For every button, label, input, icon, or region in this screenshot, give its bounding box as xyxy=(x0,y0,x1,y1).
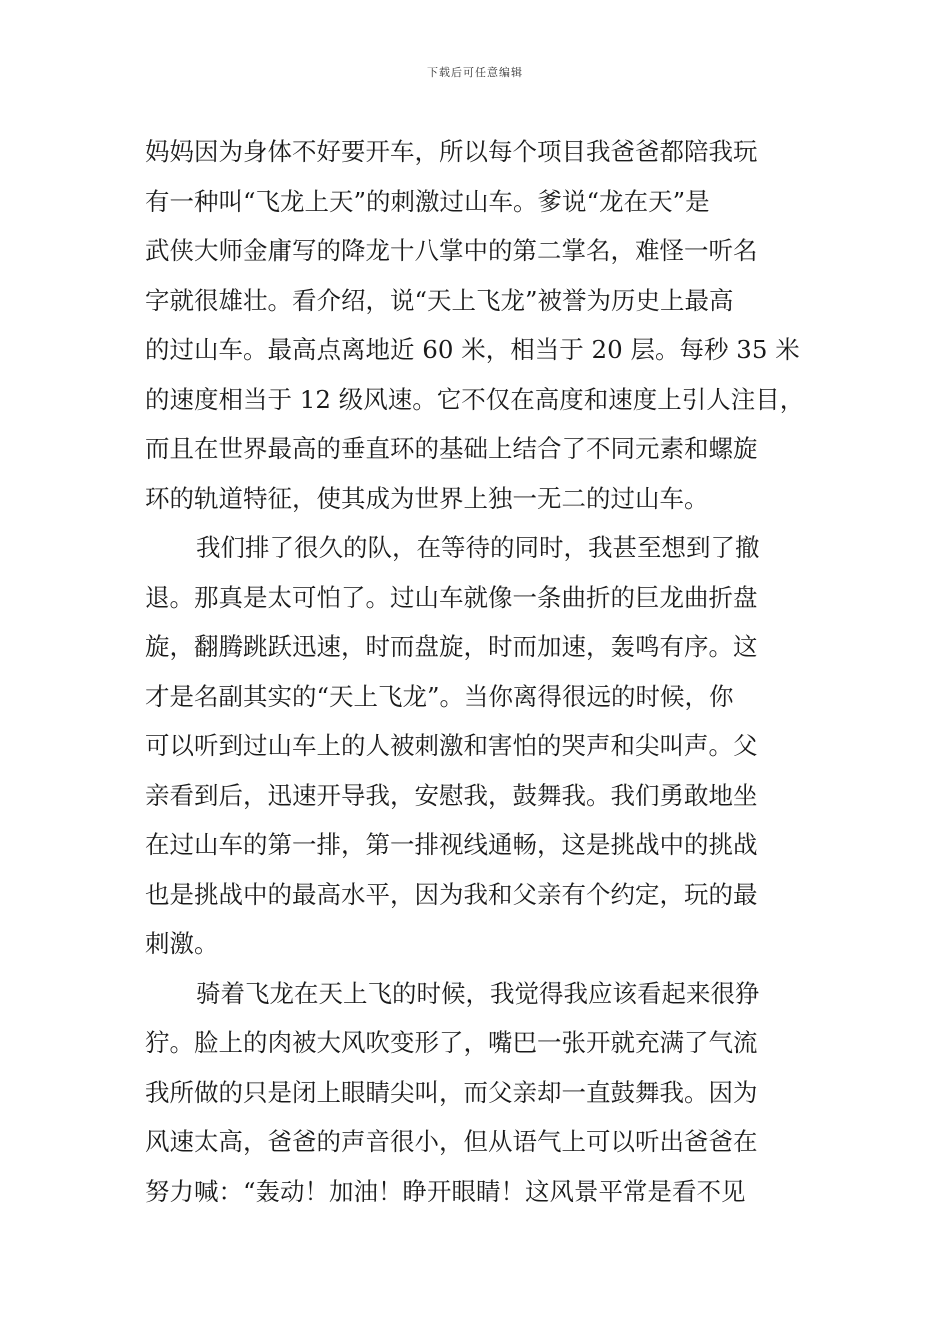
text-line: 的速度相当于 12 级风速。它不仅在高度和速度上引人注目， xyxy=(145,384,805,414)
paragraph xyxy=(145,969,825,1217)
text-line: 我们排了很久的队，在等待的同时，我甚至想到了撤 xyxy=(196,533,760,562)
body-text xyxy=(145,127,825,1216)
text-line: 字就很雄壮。看介绍，说“天上飞龙”被誉为历史上最高 xyxy=(145,285,734,315)
text-line: 风速太高，爸爸的声音很小，但从语气上可以听出爸爸在 xyxy=(145,1127,758,1156)
text-line: 的过山车。最高点离地近 60 米，相当于 20 层。每秒 35 米 xyxy=(145,335,800,364)
text-line: 妈妈因为身体不好要开车，所以每个项目我爸爸都陪我玩 xyxy=(145,137,758,166)
paragraph xyxy=(145,523,825,969)
text-line: 而且在世界最高的垂直环的基础上结合了不同元素和螺旋 xyxy=(145,434,758,463)
text-line: 环的轨道特征，使其成为世界上独一无二的过山车。 xyxy=(145,483,709,513)
text-line: 才是名副其实的“天上飞龙”。当你离得很远的时候，你 xyxy=(145,681,734,711)
page-header: 下载后可任意编辑 xyxy=(427,66,523,79)
text-line: 可以听到过山车上的人被刺激和害怕的哭声和尖叫声。父 xyxy=(145,731,758,760)
text-line: 在过山车的第一排，第一排视线通畅，这是挑战中的挑战 xyxy=(145,830,758,859)
text-line: 狞。脸上的肉被大风吹变形了，嘴巴一张开就充满了气流 xyxy=(145,1028,758,1057)
paragraph xyxy=(145,127,825,523)
text-line: 退。那真是太可怕了。过山车就像一条曲折的巨龙曲折盘 xyxy=(145,582,758,612)
text-line: 我所做的只是闭上眼睛尖叫，而父亲却一直鼓舞我。因为 xyxy=(145,1077,758,1107)
text-line: 也是挑战中的最高水平，因为我和父亲有个约定，玩的最 xyxy=(145,879,758,909)
text-line: 骑着飞龙在天上飞的时候，我觉得我应该看起来很狰 xyxy=(196,978,760,1008)
text-line: 刺激。 xyxy=(145,929,219,958)
text-line: 努力喊：“轰动！加油！睁开眼睛！这风景平常是看不见 xyxy=(145,1176,746,1206)
text-line: 旋，翻腾跳跃迅速，时而盘旋，时而加速，轰鸣有序。这 xyxy=(145,632,758,661)
text-line: 武侠大师金庸写的降龙十八掌中的第二掌名，难怪一听名 xyxy=(145,236,758,265)
text-line: 亲看到后，迅速开导我，安慰我，鼓舞我。我们勇敢地坐 xyxy=(145,780,758,810)
text-line: 有一种叫“飞龙上天”的刺激过山车。爹说“龙在天”是 xyxy=(145,186,710,216)
